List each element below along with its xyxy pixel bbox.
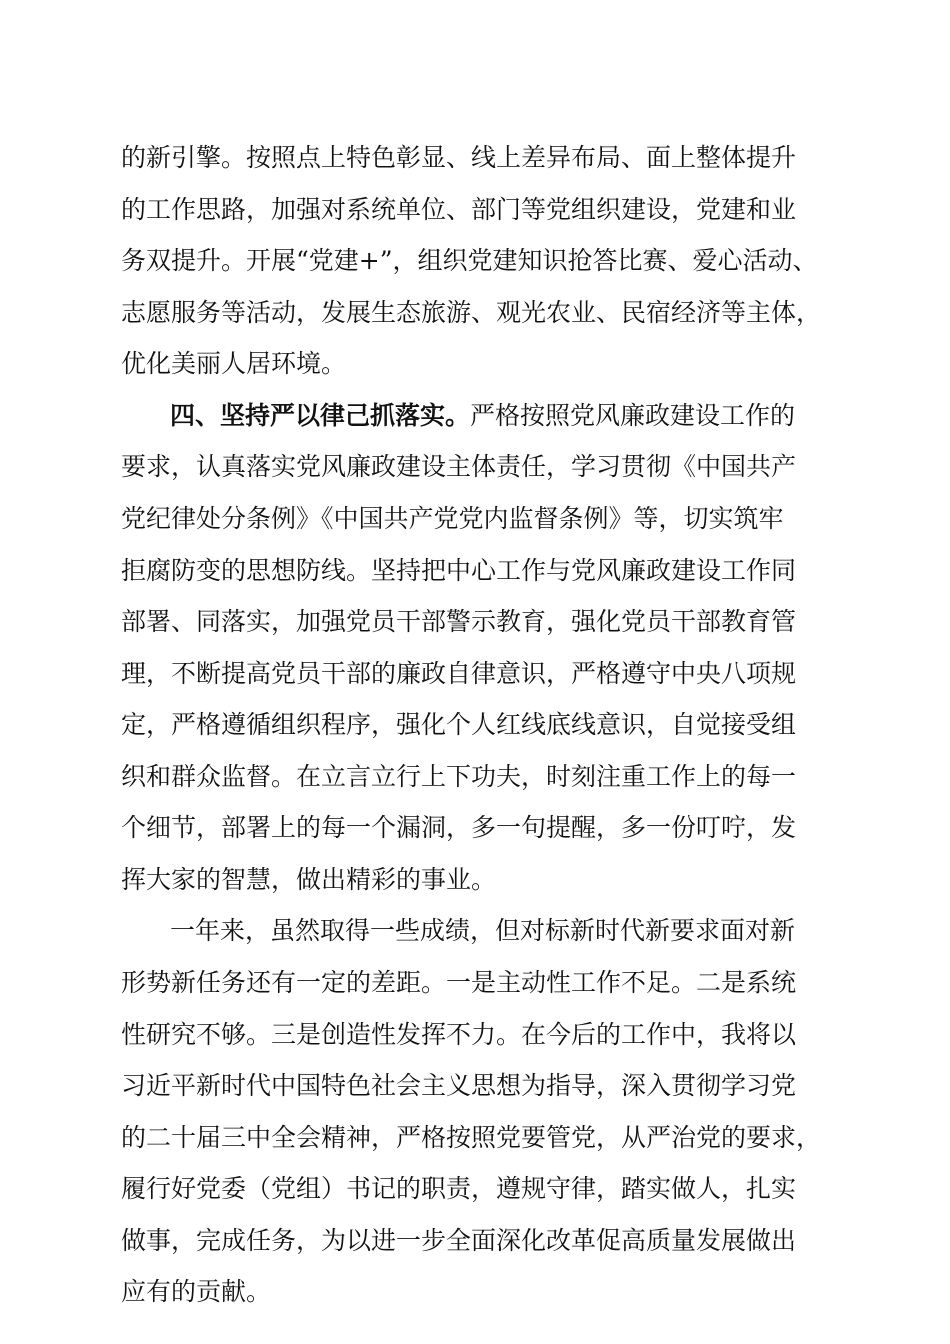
text-line-4: 志愿服务等活动，发展生态旅游、观光农业、民宿经济等主体， xyxy=(121,298,822,327)
text-line-11: 理，不断提高党员干部的廉政自律意识，严格遵守中央八项规 xyxy=(121,659,797,688)
section-four-heading: 四、坚持严以律己抓落实。 xyxy=(170,401,471,430)
text-line-19: 习近平新时代中国特色社会主义思想为指导，深入贯彻学习党 xyxy=(121,1071,797,1100)
text-line-15: 挥大家的智慧，做出精彩的事业。 xyxy=(121,865,497,894)
text-line-17: 形势新任务还有一定的差距。一是主动性工作不足。二是系统 xyxy=(121,968,797,997)
text-line-1: 的新引擎。按照点上特色彰显、线上差异布局、面上整体提升 xyxy=(121,143,797,172)
text-line-18: 性研究不够。三是创造性发挥不力。在今后的工作中，我将以 xyxy=(121,1020,797,1049)
text-line-14: 个细节，部署上的每一个漏洞，多一句提醒，多一份叮咛，发 xyxy=(121,813,797,842)
section-four-line xyxy=(170,394,795,438)
section-four-text: 严格按照党风廉政建设工作的 xyxy=(470,401,796,430)
text-line-3: 务双提升。开展“党建+”，组织党建知识抢答比赛、爱心活动、 xyxy=(121,246,818,275)
text-line-5: 优化美丽人居环境。 xyxy=(121,349,347,378)
text-line-2: 的工作思路，加强对系统单位、部门等党组织建设，党建和业 xyxy=(121,195,797,224)
text-line-10: 部署、同落实，加强党员干部警示教育，强化党员干部教育管 xyxy=(121,607,797,636)
text-line-12: 定，严格遵循组织程序，强化个人红线底线意识，自觉接受组 xyxy=(121,710,797,739)
text-line-13: 织和群众监督。在立言立行上下功夫，时刻注重工作上的每一 xyxy=(121,762,797,791)
text-line-21: 履行好党委（党组）书记的职责，遵规守律，踏实做人，扎实 xyxy=(121,1174,797,1203)
text-line-20: 的二十届三中全会精神，严格按照党要管党，从严治党的要求， xyxy=(121,1123,822,1152)
text-line-22: 做事，完成任务，为以进一步全面深化改革促高质量发展做出 xyxy=(121,1226,797,1255)
text-line-9: 拒腐防变的思想防线。坚持把中心工作与党风廉政建设工作同 xyxy=(121,556,797,585)
text-line-8: 党纪律处分条例》《中国共产党党内监督条例》等，切实筑牢 xyxy=(121,504,784,533)
text-line-16: 一年来，虽然取得一些成绩，但对标新时代新要求面对新 xyxy=(170,916,796,945)
text-line-23: 应有的贡献。 xyxy=(121,1277,272,1306)
text-line-7: 要求，认真落实党风廉政建设主体责任，学习贯彻《中国共产 xyxy=(121,452,797,481)
